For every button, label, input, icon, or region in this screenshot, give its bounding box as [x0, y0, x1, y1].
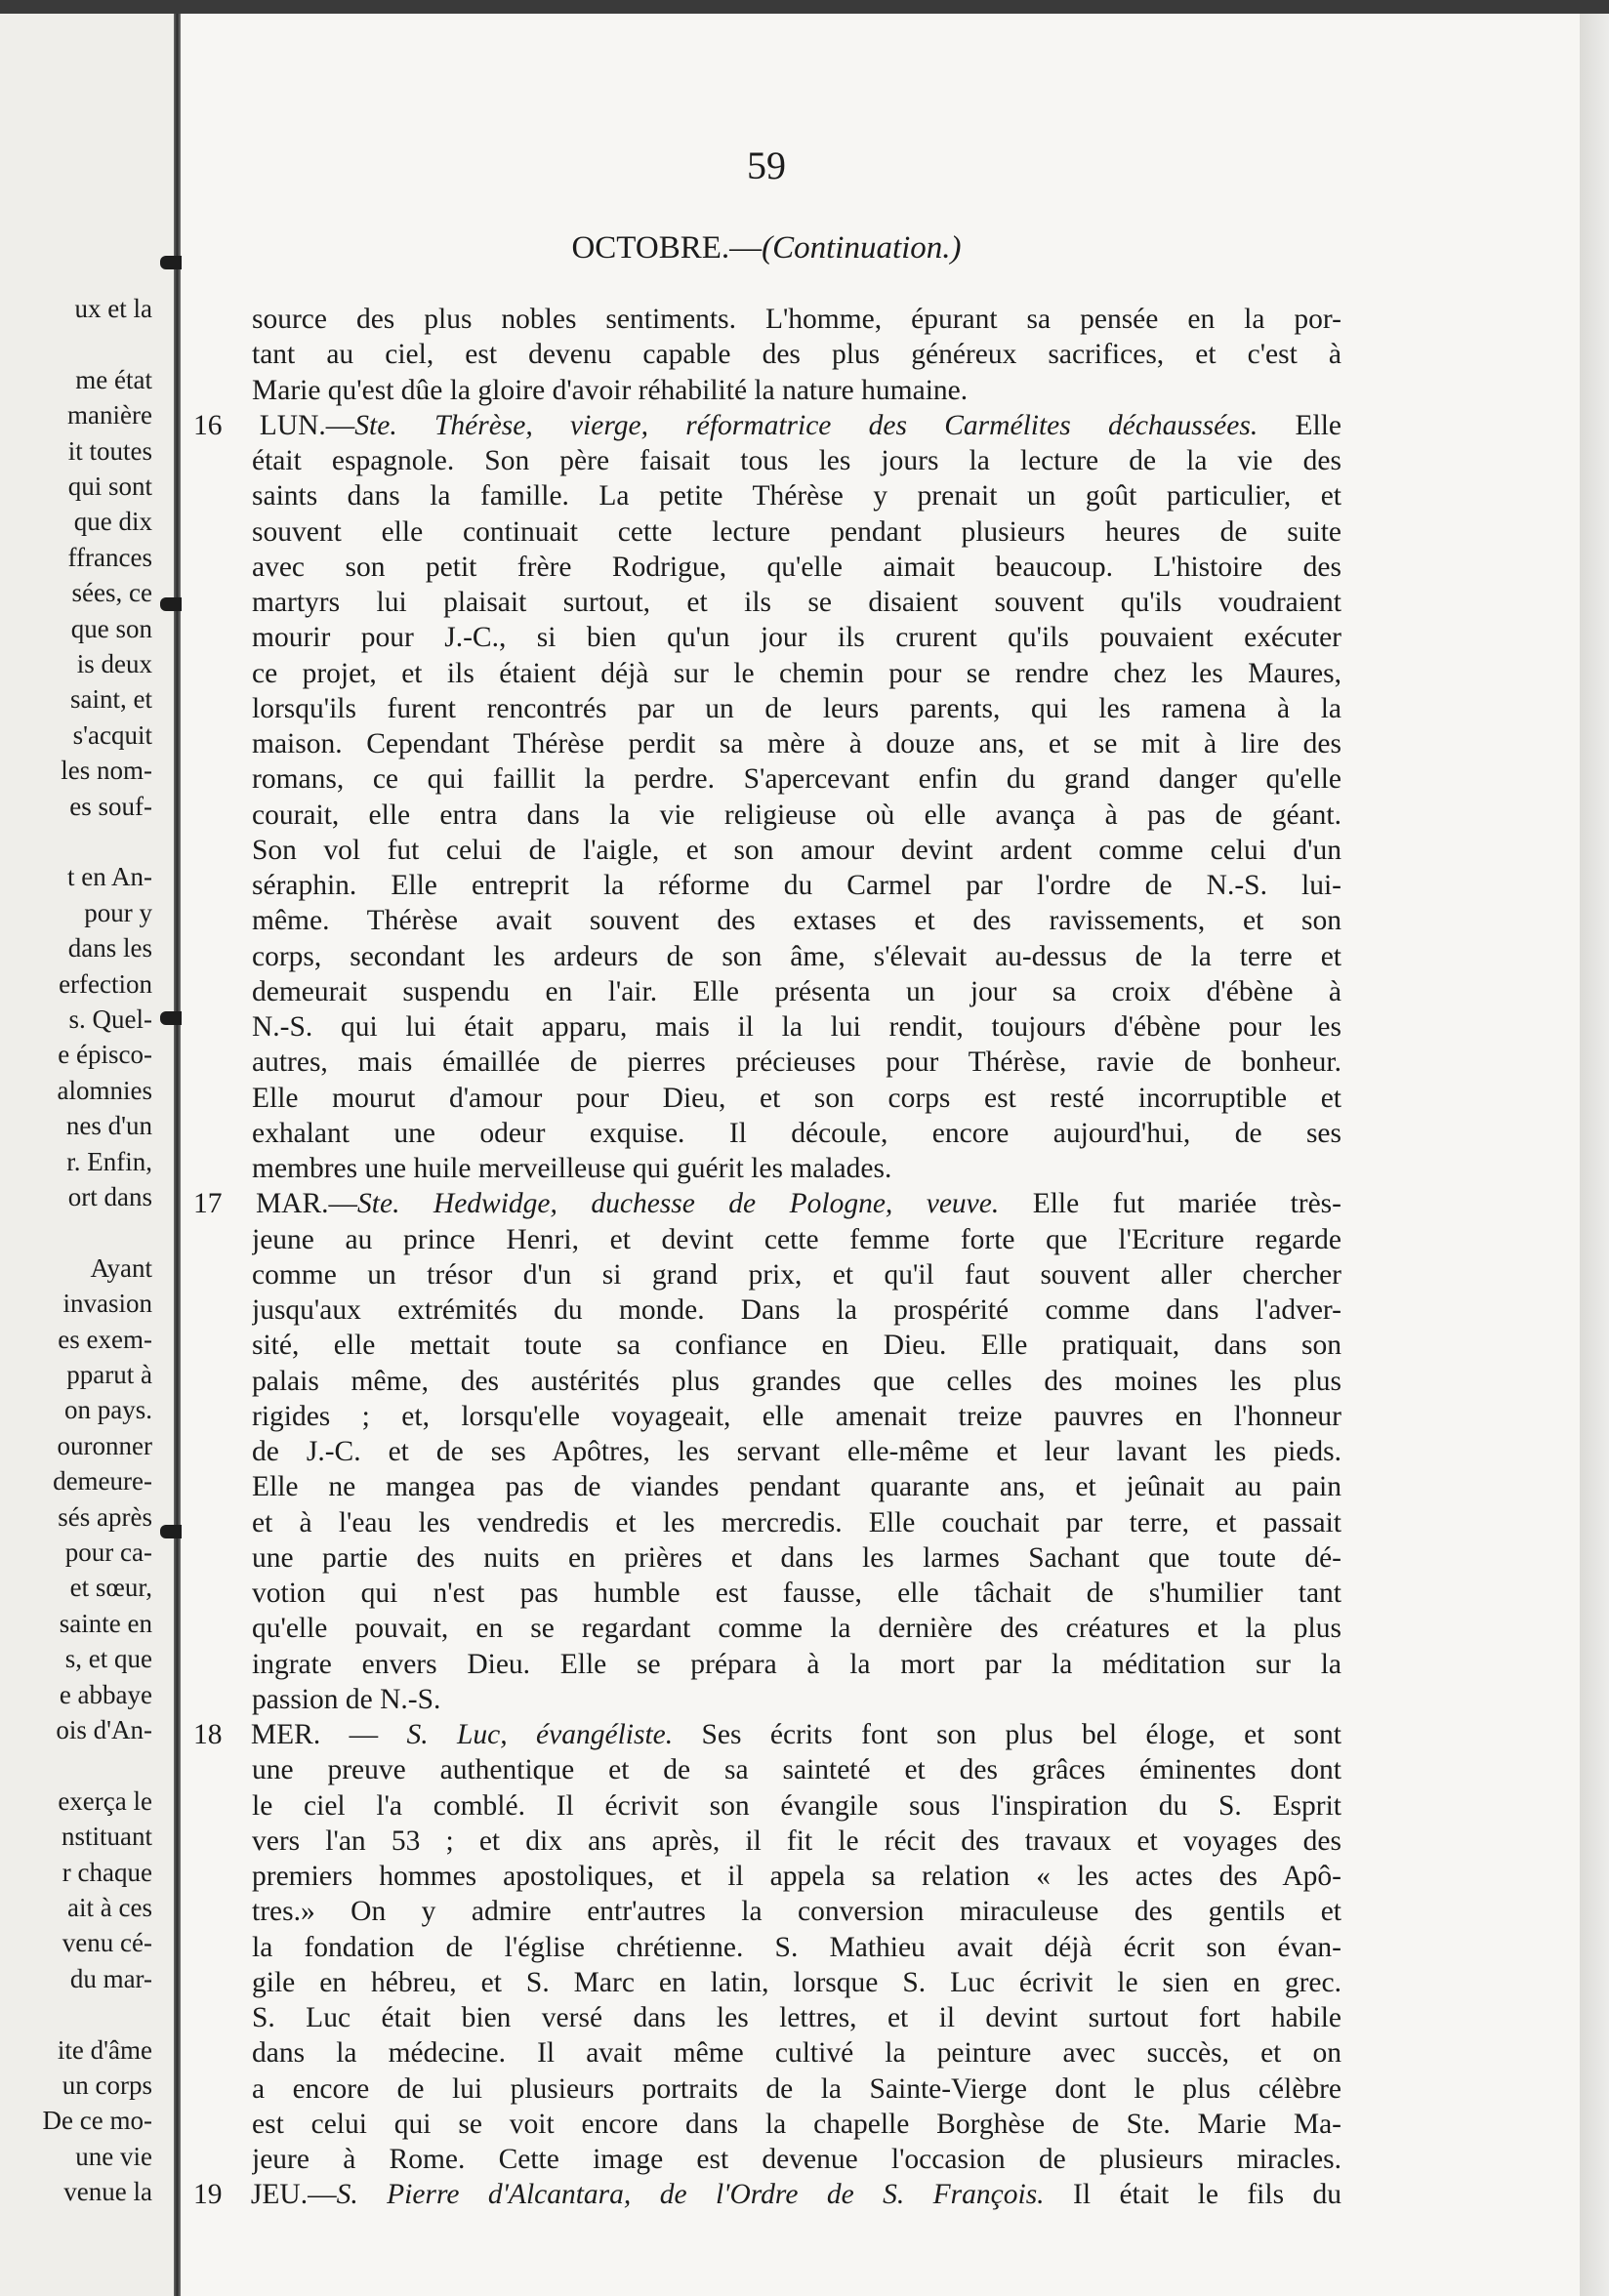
- previous-page-line: dans les: [67, 933, 152, 964]
- text-line: la fondation de l'église chrétienne. S. Mathieu avait déjà écrit son évan-: [252, 1931, 1341, 1963]
- day-number: 19: [193, 2179, 223, 2211]
- previous-page-fragment: [0, 14, 178, 2296]
- entry-text: Ses écrits font son plus bel éloge, et sont: [673, 1719, 1341, 1750]
- previous-page-line: alomnies: [57, 1075, 152, 1105]
- day-entry-line: [193, 1718, 1341, 1752]
- previous-page-line: invasion: [62, 1289, 152, 1319]
- day-entry-line: [193, 1187, 1341, 1221]
- previous-page-line: s'acquit: [72, 719, 152, 750]
- text-line: lorsqu'ils furent rencontrés par un de leurs parents, qui les ramena à la: [252, 692, 1341, 724]
- text-line: comme un trésor d'un si grand prix, et qu'il faut souvent aller chercher: [252, 1258, 1341, 1291]
- text-line: membres une huile merveilleuse qui guérit les malades.: [252, 1153, 892, 1184]
- weekday-label: LUN.—: [222, 409, 355, 441]
- previous-page-line: ffrances: [67, 542, 152, 572]
- text-line: le ciel l'a comblé. Il écrivit son évangile sous l'inspiration du S. Esprit: [252, 1789, 1341, 1822]
- text-line: corps, secondant les ardeurs de son âme, s'élevait au-dessus de la terre et: [252, 940, 1341, 972]
- previous-page-line: ux et la: [74, 294, 152, 323]
- previous-page-line: erfection: [59, 968, 152, 999]
- text-line: romans, ce qui faillit la perdre. S'apercevant enfin du grand danger qu'elle: [252, 763, 1341, 796]
- text-line: jeune au prince Henri, et devint cette femme forte que l'Ecriture regarde: [252, 1223, 1341, 1255]
- weekday-label: MAR.—: [222, 1188, 358, 1220]
- text-line: S. Luc était bien versé dans les lettres, et il devint surtout fort habile: [252, 2002, 1341, 2033]
- text-line: ingrate envers Dieu. Elle se prépara à la mort par la méditation sur la: [252, 1648, 1341, 1680]
- book-binding: [174, 14, 181, 2296]
- weekday-label: JEU.—: [222, 2179, 337, 2211]
- text-line: Son vol fut celui de l'aigle, et son amour devint ardent comme celui d'un: [252, 834, 1341, 866]
- text-line: saints dans la famille. La petite Thérèse y prenait un goût particulier, et: [252, 480, 1341, 512]
- previous-page-line: e abbaye: [59, 1679, 152, 1709]
- previous-page-line: une vie: [75, 2141, 152, 2171]
- previous-page-line: exerça le: [58, 1785, 152, 1816]
- text-line: gile en hébreu, et S. Marc en latin, lorsque S. Luc écrivit le sien en grec.: [252, 1966, 1341, 1998]
- previous-page-line: is deux: [76, 649, 152, 678]
- text-line: une partie des nuits en prières et dans les larmes Sachant que toute dé-: [252, 1541, 1341, 1574]
- text-line: ce projet, et ils étaient déjà sur le chemin pour se rendre chez les Maures,: [252, 657, 1341, 689]
- day-number: 17: [193, 1188, 223, 1220]
- entry-text: Il était le fils du: [1044, 2179, 1341, 2211]
- text-line: était espagnole. Son père faisait tous les jours la lecture de la vie des: [252, 445, 1341, 476]
- previous-page-line: r chaque: [62, 1857, 152, 1887]
- previous-page-line: De ce mo-: [42, 2106, 152, 2136]
- text-line: exhalant une odeur exquise. Il découle, encore aujourd'hui, de ses: [252, 1117, 1341, 1149]
- text-line: jeure à Rome. Cette image est devenue l'occasion de plusieurs miracles.: [252, 2144, 1341, 2175]
- text-line: vers l'an 53 ; et dix ans après, il fit le récit des travaux et voyages des: [252, 1824, 1341, 1857]
- text-line: est celui qui se voit encore dans la chapelle Borghèse de Ste. Marie Ma-: [252, 2108, 1341, 2140]
- previous-page-line: que son: [70, 613, 152, 643]
- entry-text: Elle fut mariée très-: [999, 1188, 1341, 1220]
- previous-page-line: les nom-: [61, 756, 152, 786]
- previous-page-line: du mar-: [69, 1963, 152, 1993]
- previous-page-line: on pays.: [64, 1395, 152, 1425]
- text-line: une preuve authentique et de sa sainteté et des grâces éminentes dont: [252, 1754, 1341, 1786]
- text-line: et à l'eau les vendredis et les mercredis. Elle couchait par terre, et passait: [252, 1506, 1341, 1538]
- text-line: source des plus nobles sentiments. L'homme, épurant sa pensée en la por-: [252, 304, 1341, 335]
- saint-title: Ste. Hedwidge, duchesse de Pologne, veuve.: [357, 1188, 1000, 1220]
- previous-page-line: sées, ce: [71, 578, 152, 608]
- saint-title: Ste. Thérèse, vierge, réformatrice des Carmélites déchaussées.: [354, 409, 1258, 441]
- previous-page-line: manière: [67, 400, 152, 430]
- previous-page-line: que dix: [73, 507, 152, 537]
- previous-page-line: it toutes: [67, 435, 152, 466]
- month-heading: [0, 230, 1533, 266]
- text-line: courait, elle entra dans la vie religieuse où elle avança à pas de géant.: [252, 799, 1341, 831]
- previous-page-line: ois d'An-: [56, 1715, 152, 1744]
- day-entry-line: [193, 2178, 1341, 2212]
- entry-text: Elle: [1258, 409, 1341, 441]
- text-line: passion de N.-S.: [252, 1683, 441, 1715]
- previous-page-line: pour ca-: [64, 1538, 152, 1567]
- text-line: dans la médecine. Il avait même cultivé la peinture avec succès, et on: [252, 2037, 1341, 2070]
- previous-page-line: ort dans: [67, 1182, 152, 1211]
- weekday-label: MER. —: [222, 1719, 407, 1750]
- text-line: Elle ne mangea pas de viandes pendant quarante ans, et jeûnait au pain: [252, 1471, 1341, 1503]
- previous-page-line: t en An-: [67, 862, 152, 892]
- previous-page-line: ait à ces: [67, 1893, 152, 1922]
- text-line: rigides ; et, lorsqu'elle voyageait, elle amenait treize pauvres en l'honneur: [252, 1400, 1341, 1432]
- previous-page-line: e épisco-: [58, 1040, 152, 1070]
- previous-page-line: pour y: [84, 897, 152, 927]
- text-line: a encore de lui plusieurs portraits de la Sainte-Vierge dont le plus célèbre: [252, 2072, 1341, 2105]
- text-line: de J.-C. et de ses Apôtres, les servant elle-même et leur lavant les pieds.: [252, 1436, 1341, 1467]
- text-line: Elle mourut d'amour pour Dieu, et son corps est resté incorruptible et: [252, 1082, 1341, 1114]
- text-line: même. Thérèse avait souvent des extases et des ravissements, et son: [252, 905, 1341, 937]
- previous-page-line: saint, et: [70, 684, 152, 715]
- previous-page-line: venu cé-: [62, 1928, 152, 1958]
- text-line: martyrs lui plaisait surtout, et ils se disaient souvent qu'ils voudraient: [252, 587, 1341, 618]
- text-line: maison. Cependant Thérèse perdit sa mère à douze ans, et se mit à lire des: [252, 728, 1341, 759]
- saint-title: S. Luc, évangéliste.: [406, 1719, 674, 1750]
- text-line: palais même, des austérités plus grandes que celles des moines les plus: [252, 1365, 1341, 1397]
- text-line: tres.» On y admire entr'autres la conversion miraculeuse des gentils et: [252, 1896, 1341, 1928]
- month-title: OCTOBRE.—: [571, 230, 763, 266]
- text-line: souvent elle continuait cette lecture pendant plusieurs heures de suite: [252, 515, 1341, 548]
- text-line: tant au ciel, est devenu capable des plus généreux sacrifices, et c'est à: [252, 339, 1341, 371]
- text-line: N.-S. qui lui était apparu, mais il la lui rendit, toujours d'ébène pour les: [252, 1011, 1341, 1043]
- previous-page-line: ite d'âme: [57, 2034, 152, 2065]
- previous-page-line: s. Quel-: [68, 1004, 152, 1034]
- saint-title: S. Pierre d'Alcantara, de l'Ordre de S. François.: [336, 2179, 1045, 2211]
- text-line: mourir pour J.-C., si bien qu'un jour ils crurent qu'ils pouvaient exécuter: [252, 622, 1341, 654]
- text-line: demeurait suspendu en l'air. Elle présenta un jour sa croix d'ébène à: [252, 975, 1341, 1007]
- previous-page-line: Ayant: [90, 1252, 152, 1283]
- previous-page-line: r. Enfin,: [66, 1146, 152, 1176]
- page-number: 59: [747, 144, 786, 187]
- previous-page-line: sés après: [58, 1501, 152, 1532]
- continuation-label: (Continuation.): [762, 230, 962, 266]
- previous-page-line: s, et que: [64, 1644, 152, 1674]
- previous-page-line: es souf-: [69, 791, 152, 821]
- text-line: votion qui n'est pas humble est fausse, elle tâchait de s'humilier tant: [252, 1578, 1341, 1609]
- previous-page-line: ouronner: [57, 1430, 152, 1460]
- previous-page-line: me état: [75, 364, 152, 394]
- previous-page-line: sainte en: [59, 1608, 152, 1638]
- previous-page-line: qui sont: [67, 472, 152, 501]
- text-line: séraphin. Elle entreprit la réforme du Carmel par l'ordre de N.-S. lui-: [252, 870, 1341, 901]
- day-number: 16: [193, 409, 223, 441]
- previous-page-line: demeure-: [53, 1466, 152, 1496]
- text-line: premiers hommes apostoliques, et il appela sa relation « les actes des Apô-: [252, 1861, 1341, 1892]
- text-line: Marie qu'est dûe la gloire d'avoir réhabilité la nature humaine.: [252, 374, 969, 406]
- previous-page-line: es exem-: [58, 1324, 152, 1354]
- text-line: sité, elle mettait toute sa confiance en Dieu. Elle pratiquait, dans son: [252, 1330, 1341, 1362]
- previous-page-line: nstituant: [62, 1822, 152, 1852]
- previous-page-line: et sœur,: [69, 1573, 152, 1603]
- text-line: jusqu'aux extrémités du monde. Dans la prospérité comme dans l'adver-: [252, 1294, 1341, 1326]
- text-line: qu'elle pouvait, en se regardant comme la dernière des créatures et la plus: [252, 1613, 1341, 1645]
- scan-top-edge: [0, 0, 1609, 14]
- text-line: autres, mais émaillée de pierres précieuses pour Thérèse, ravie de bonheur.: [252, 1046, 1341, 1079]
- text-line: avec son petit frère Rodrigue, qu'elle aimait beaucoup. L'histoire des: [252, 551, 1341, 583]
- day-number: 18: [193, 1719, 223, 1750]
- previous-page-line: nes d'un: [65, 1111, 152, 1141]
- day-entry-line: [193, 409, 1341, 443]
- page-edge: [1580, 14, 1609, 2296]
- previous-page-line: pparut à: [66, 1360, 152, 1389]
- previous-page-line: un corps: [62, 2070, 152, 2100]
- previous-page-line: venue la: [63, 2177, 152, 2207]
